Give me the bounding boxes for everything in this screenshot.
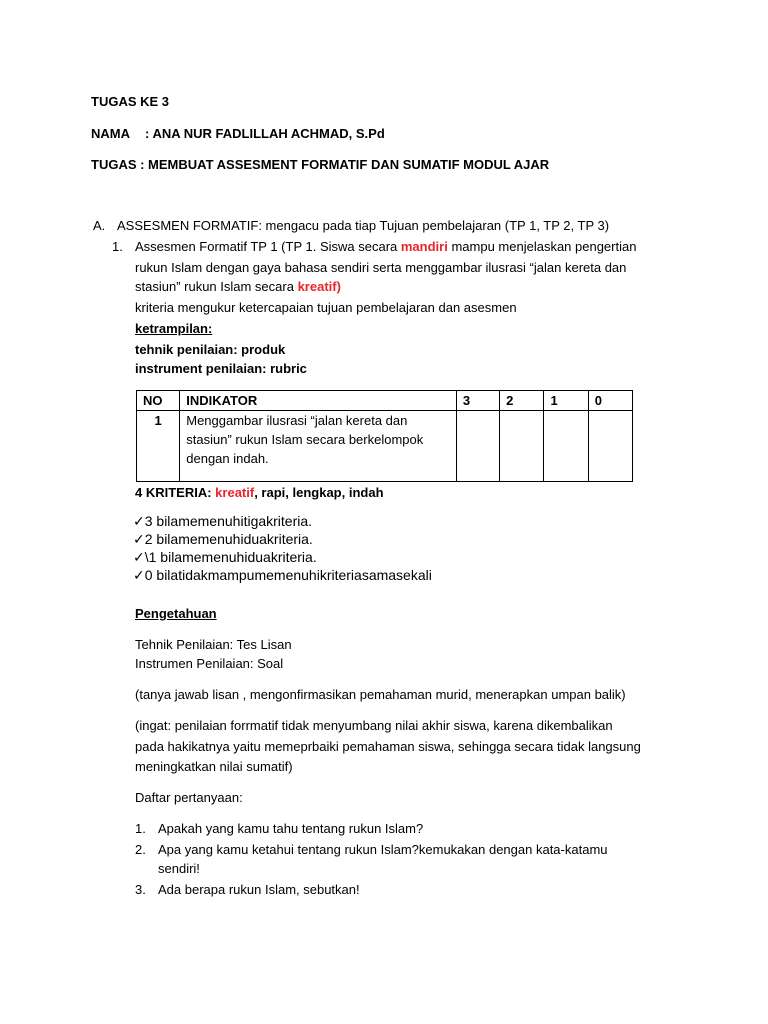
kriteria-kreatif: kreatif: [215, 485, 255, 500]
note-tanya-jawab: (tanya jawab lisan , mengonfirmasikan pemahaman murid, menerapkan umpan balik): [135, 687, 626, 702]
rubric-header-indikator: INDIKATOR: [180, 391, 457, 411]
tugas-ke-heading: TUGAS KE 3: [91, 94, 170, 109]
check-item-2: ✓2 bilamemenuhiduakriteria.: [133, 531, 313, 547]
rubric-header-1: 1: [544, 391, 588, 411]
rubric-cell-3: [456, 411, 499, 482]
question-2-text-cont: sendiri!: [158, 861, 200, 876]
rubric-cell-1: [544, 411, 588, 482]
item1-line3a: stasiun” rukun Islam secara: [135, 279, 298, 294]
question-2-number: 2.: [135, 842, 146, 857]
section-a-marker: A.: [93, 218, 106, 233]
tehnik-produk: tehnik penilaian: produk: [135, 342, 286, 357]
rubric-cell-2: [500, 411, 544, 482]
nama-label: NAMA: [91, 126, 130, 141]
note-ingat-line2: pada hakikatnya yaitu memeprbaiki pemahaman siswa, sehingga secara tidak langsung: [135, 739, 641, 754]
question-1-number: 1.: [135, 821, 146, 836]
instrument-rubric: instrument penilaian: rubric: [135, 361, 307, 376]
pengetahuan-tehnik: Tehnik Penilaian: Tes Lisan: [135, 637, 292, 652]
pengetahuan-heading: Pengetahuan: [135, 606, 217, 621]
note-ingat-line3: meningkatkan nilai sumatif): [135, 759, 293, 774]
question-3-text: Ada berapa rukun Islam, sebutkan!: [158, 882, 360, 897]
item1-line1: [135, 237, 636, 257]
kriteria-line: kriteria mengukur ketercapaian tujuan pembelajaran dan asesmen: [135, 300, 517, 315]
section-a-title: ASSESMEN FORMATIF: mengacu pada tiap Tujuan pembelajaran (TP 1, TP 2, TP 3): [117, 218, 610, 233]
question-2-text: Apa yang kamu ketahui tentang rukun Islam?kemukakan dengan kata-katamu: [158, 842, 608, 857]
rubric-row-no: 1: [137, 411, 180, 482]
rubric-header-row: [137, 391, 633, 411]
kriteria-rest: , rapi, lengkap, indah: [254, 485, 384, 500]
item1-marker: 1.: [112, 239, 123, 254]
rubric-row: [137, 411, 633, 482]
item1-line3: [135, 277, 341, 297]
note-ingat-line1: (ingat: penilaian forrmatif tidak menyumbang nilai akhir siswa, karena dikembalikan: [135, 718, 613, 733]
daftar-pertanyaan: Daftar pertanyaan:: [135, 790, 243, 805]
check-item-1: ✓3 bilamemenuhitigakriteria.: [133, 513, 313, 529]
rubric-header-3: 3: [456, 391, 499, 411]
item1-line2: rukun Islam dengan gaya bahasa sendiri serta menggambar ilusrasi “jalan kereta dan: [135, 260, 627, 275]
rubric-row-indikator: Menggambar ilusrasi “jalan kereta dan stasiun” rukun Islam secara berkelompok dengan indah.: [180, 411, 457, 482]
check-item-3: ✓\1 bilamemenuhiduakriteria.: [133, 549, 317, 565]
pengetahuan-instrumen: Instrumen Penilaian: Soal: [135, 656, 284, 671]
nama-value: : ANA NUR FADLILLAH ACHMAD, S.Pd: [145, 126, 385, 141]
rubric-header-2: 2: [500, 391, 544, 411]
item1-kreatif: kreatif): [297, 279, 341, 294]
question-1-text: Apakah yang kamu tahu tentang rukun Islam?: [158, 821, 424, 836]
question-3-number: 3.: [135, 882, 146, 897]
rubric-cell-0: [588, 411, 632, 482]
rubric-table: [136, 390, 633, 482]
tugas-line: TUGAS : MEMBUAT ASSESMENT FORMATIF DAN SUMATIF MODUL AJAR: [91, 157, 550, 172]
ketrampilan-label: ketrampilan:: [135, 321, 213, 336]
item1-mandiri: mandiri: [400, 239, 448, 254]
rubric-header-no: NO: [137, 391, 180, 411]
rubric-header-0: 0: [588, 391, 632, 411]
check-item-4: ✓0 bilatidakmampumemenuhikriteriasamasekali: [133, 567, 432, 583]
item1-part2: mampu menjelaskan pengertian: [447, 239, 637, 254]
item1-part1: Assesmen Formatif TP 1 (TP 1. Siswa secara: [135, 239, 401, 254]
kriteria-prefix: 4 KRITERIA:: [135, 485, 216, 500]
kriteria-heading: [135, 483, 384, 503]
